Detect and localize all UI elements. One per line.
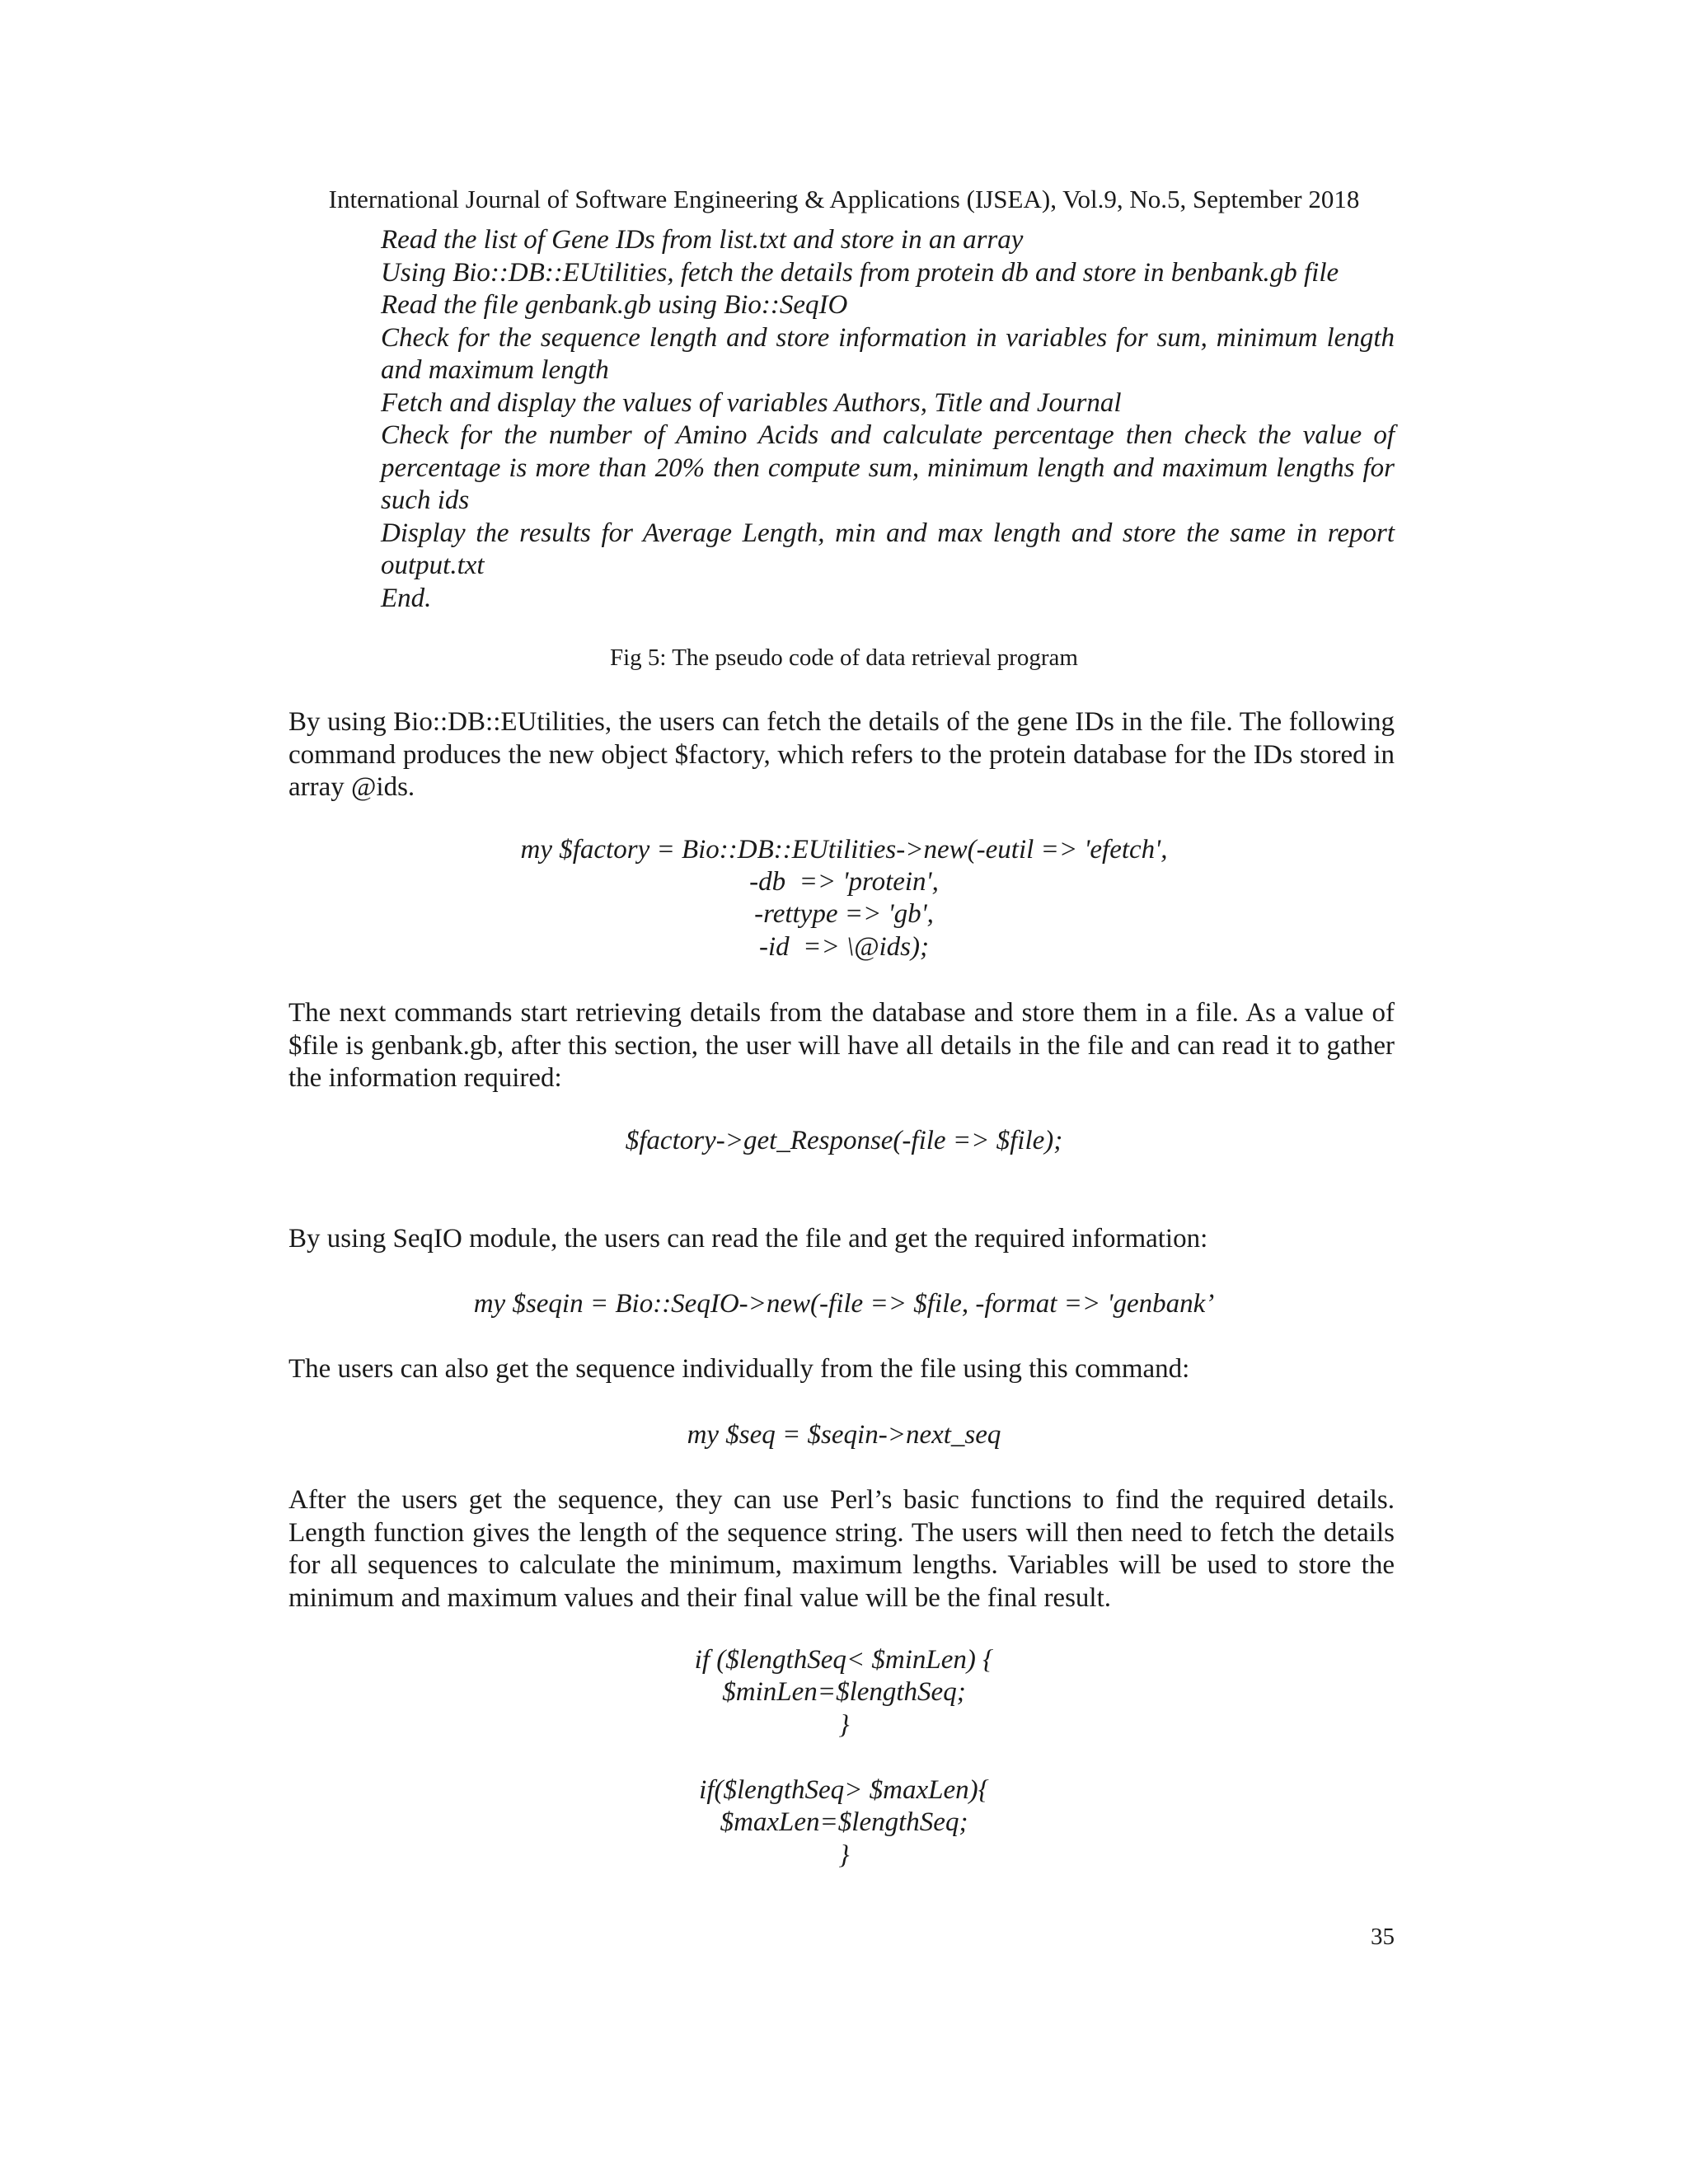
paragraph-eutilities: By using Bio::DB::EUtilities, the users can fetch the details of the gene IDs in the file. The following command produces the new object $factory, which refers to the protein database for the IDs stored in array @ids. xyxy=(288,707,1395,802)
pseudocode-line: Fetch and display the values of variables Authors, Title and Journal xyxy=(381,387,1122,418)
pseudocode-line: Display the results for Average Length, min and max length and store the same in report output.txt xyxy=(381,518,1395,580)
pseudocode-line: Using Bio::DB::EUtilities, fetch the details from protein db and store in benbank.gb file xyxy=(381,257,1339,288)
code-next-seq: my $seq = $seqin->next_seq xyxy=(687,1420,1001,1450)
code-min-if: if ($lengthSeq< $minLen) { xyxy=(694,1645,994,1675)
code-max-close: } xyxy=(838,1840,850,1870)
code-max-assign: $maxLen=$lengthSeq; xyxy=(720,1807,968,1837)
pseudocode-line: Read the file genbank.gb using Bio::SeqIO xyxy=(381,290,848,320)
paragraph-retrieve: The next commands start retrieving details from the database and store them in a file. As a value of $file is genbank.gb, after this section, the user will have all details in the file and can read it to gather the information required: xyxy=(288,998,1395,1093)
pseudocode-line: Read the list of Gene IDs from list.txt and store in an array xyxy=(381,225,1024,255)
code-min-close: } xyxy=(838,1710,850,1740)
paragraph-individual: The users can also get the sequence individually from the file using this command: xyxy=(288,1354,1190,1384)
code-factory-line-3: -rettype => 'gb', xyxy=(754,899,934,929)
figure-caption: Fig 5: The pseudo code of data retrieval program xyxy=(609,644,1078,671)
pseudocode-line: End. xyxy=(381,583,432,613)
page-number: 35 xyxy=(1371,1924,1395,1950)
paragraph-seqio: By using SeqIO module, the users can read the file and get the required information: xyxy=(288,1224,1208,1254)
code-factory-line-4: -id => \@ids); xyxy=(759,932,929,962)
pseudocode-line: Check for the number of Amino Acids and calculate percentage then check the value of percentage is more than 20% then compute sum, minimum length and maximum lengths for such ids xyxy=(381,420,1395,515)
code-get-response: $factory->get_Response(-file => $file); xyxy=(625,1126,1063,1155)
code-seqin: my $seqin = Bio::SeqIO->new(-file => $file, -format => 'genbank’ xyxy=(473,1289,1215,1319)
pseudocode-block xyxy=(381,224,1395,615)
code-min-assign: $minLen=$lengthSeq; xyxy=(722,1677,966,1707)
paragraph-perl-functions: After the users get the sequence, they can use Perl’s basic functions to find the required details. Length function gives the length of the sequence string. The users will then need to fetch the details for all sequences to calculate the minimum, maximum lengths. Variables will be used to store the minimum and maximum values and their final value will be the final result. xyxy=(288,1485,1395,1613)
pseudocode-line: Check for the sequence length and store information in variables for sum, minimum length and maximum length xyxy=(381,322,1395,385)
code-max-if: if($lengthSeq> $maxLen){ xyxy=(699,1775,989,1805)
code-factory-line-1: my $factory = Bio::DB::EUtilities->new(-eutil => 'efetch', xyxy=(520,835,1168,865)
code-factory-line-2: -db => 'protein', xyxy=(749,867,939,897)
running-header: International Journal of Software Engineering & Applications (IJSEA), Vol.9, No.5, September 2018 xyxy=(328,185,1360,213)
